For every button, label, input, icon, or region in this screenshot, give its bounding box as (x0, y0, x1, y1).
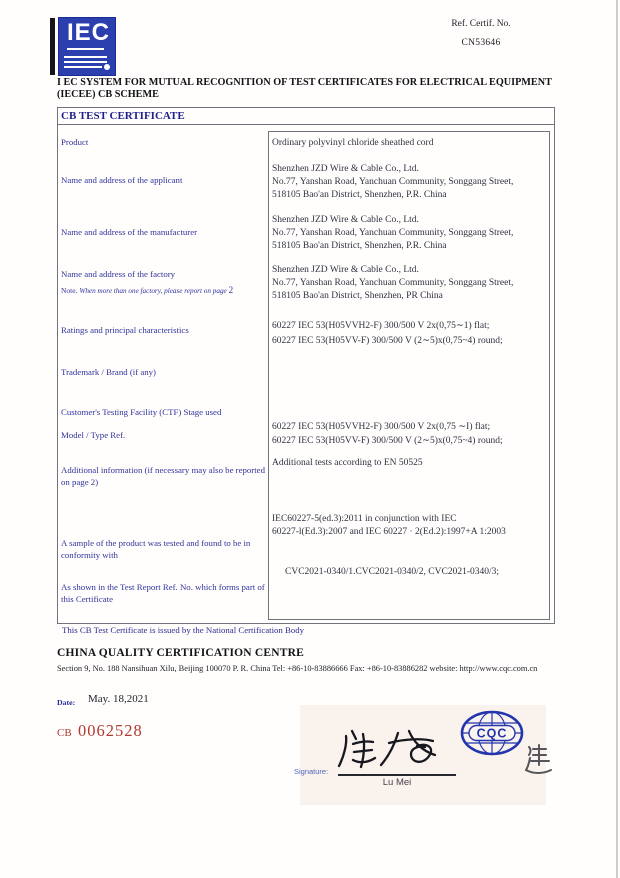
ref-certif-block (416, 19, 546, 48)
ncb-name: CHINA QUALITY CERTIFICATION CENTRE (57, 647, 304, 659)
ref-certif-number: CN53646 (461, 38, 501, 48)
label-factory: Name and address of the factory (61, 269, 176, 279)
iec-logo-line2 (64, 61, 107, 63)
value-conformity: IEC60227-5(ed.3):2011 in conjunction with IEC 60227-l(Ed.3):2007 and IEC 60227 · 2(Ed.2):1997+A 1:2003 (272, 514, 506, 537)
signature-label: Signature: (294, 767, 329, 776)
value-column-box (268, 131, 550, 620)
issued-note: This CB Test Certificate is issued by the National Certification Body (62, 625, 305, 635)
label-test-report: As shown in the Test Report Ref. No. which forms part of this Certificate (61, 582, 265, 604)
value-manufacturer: Shenzhen JZD Wire & Cable Co., Ltd. No.77, Yanshan Road, Yanchuan Community, Songgang Street, 518105 Bao'an District, Shenzhen, P.R. China (272, 215, 514, 251)
cb-number: 0062528 (78, 721, 143, 740)
iec-logo (50, 17, 120, 77)
scheme-heading (57, 77, 562, 100)
label-conformity: A sample of the product was tested and found to be in conformity with (61, 538, 251, 560)
value-factory: Shenzhen JZD Wire & Cable Co., Ltd. No.77, Yanshan Road, Yanchuan Community, Songgang Street, 518105 Bao'an District, Shenzhen, PR China (272, 265, 514, 301)
ref-certif-label: Ref. Certif. No. (451, 19, 511, 29)
value-model-type-ref: 60227 IEC 53(H05VVH2-F) 300/500 V 2x(0,75 ∼I) flat; 60227 IEC 53(H05VV-F) 300/500 V (2∼5)x(0,75~4) round; (272, 422, 503, 446)
value-product: Ordinary polyvinyl chloride sheathed cord (272, 138, 434, 148)
iec-logo-line3 (64, 66, 102, 68)
date-value: May. 18,2021 (88, 693, 149, 705)
value-applicant: Shenzhen JZD Wire & Cable Co., Ltd. No.77, Yanshan Road, Yanchuan Community, Songgang Street, 518105 Bao'an District, Shenzhen, P.R. China (272, 164, 514, 200)
label-ratings: Ratings and principal characteristics (61, 325, 189, 335)
signature-name: Lu Mei (382, 777, 412, 788)
signature-handwriting-icon (332, 726, 462, 774)
iec-logo-square (58, 17, 116, 76)
iec-logo-dot (104, 64, 110, 70)
iec-logo-spine-bar (50, 18, 55, 75)
factory-note (61, 285, 267, 295)
iec-logo-letters: IEC (67, 19, 111, 46)
cqc-logo (458, 706, 530, 762)
iec-logo-underline (67, 48, 104, 50)
factory-note-prefix: Note. (61, 286, 78, 295)
scheme-heading-line1: I EC SYSTEM FOR MUTUAL RECOGNITION OF TEST CERTIFICATES FOR ELECTRICAL EQUIPMENT (57, 77, 552, 88)
factory-note-page: 2 (228, 285, 234, 295)
scheme-heading-line2: (IECEE) CB SCHEME (57, 88, 159, 100)
certificate-title: CB TEST CERTIFICATE (58, 108, 554, 125)
certificate-table (57, 107, 555, 624)
jian-stamp-character-icon (523, 743, 553, 775)
label-product: Product (61, 137, 89, 147)
cb-number-prefix: CB (57, 727, 72, 739)
label-ctf-stage: Customer's Testing Facility (CTF) Stage used (61, 407, 222, 417)
value-ratings: 60227 IEC 53(H05VVH2-F) 300/500 V 2x(0,75∼1) flat; 60227 IEC 53(H05VV-F) 300/500 V (2∼5)x(0,75~4) round; (272, 321, 503, 346)
scan-edge-line (616, 0, 618, 878)
label-trademark: Trademark / Brand (if any) (61, 367, 156, 377)
signature-line (338, 774, 456, 776)
date-label: Date: (57, 698, 76, 707)
value-test-report: CVC2021-0340/1.CVC2021-0340/2, CVC2021-0340/3; (285, 567, 500, 577)
factory-note-italic: When more than one factory, please report on page (79, 287, 227, 295)
ncb-address: Section 9, No. 188 Nansihuan Xilu, Beijing 100070 P. R. China Tel: +86-10-83886666 Fax: +86-10-83886282 website: http://www.cqc.com.cn (57, 664, 538, 673)
label-additional-info: Additional information (if necessary may also be reported on page 2) (61, 465, 265, 487)
iec-logo-line1 (64, 56, 107, 58)
cqc-logo-text: CQC (476, 726, 508, 741)
label-manufacturer: Name and address of the manufacturer (61, 227, 198, 237)
label-applicant: Name and address of the applicant (61, 175, 183, 185)
label-model-type-ref: Model / Type Ref. (61, 430, 126, 440)
value-additional-info: Additional tests according to EN 50525 (272, 458, 423, 468)
